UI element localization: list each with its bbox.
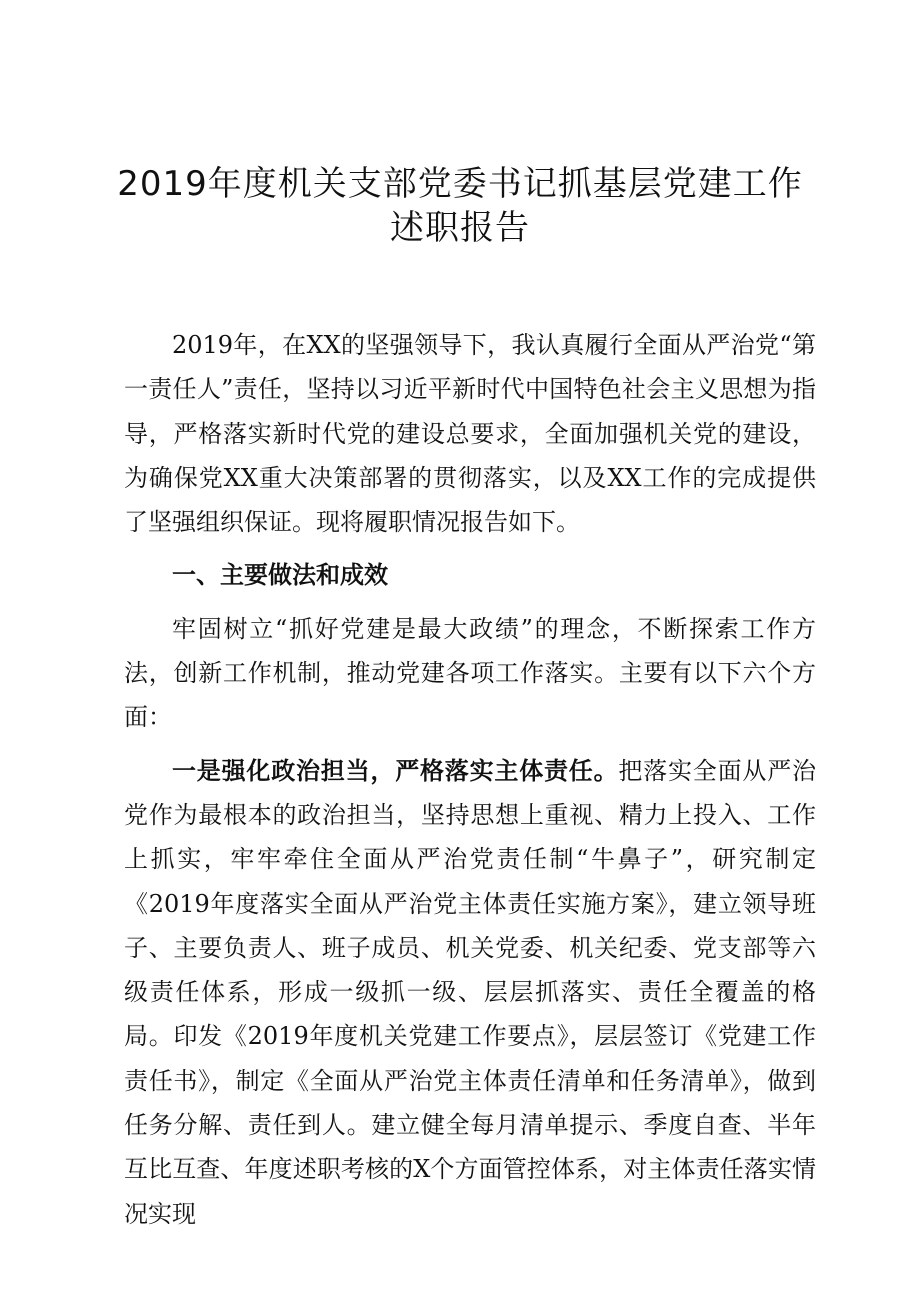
document-title-line-1: 2019年度机关支部党委书记抓基层党建工作 (117, 164, 803, 204)
point-1-text: 把落实全面从严治党作为最根本的政治担当，坚持思想上重视、精力上投入、工作上抓实，牢牢牵住全面从严治党责任制“牛鼻子”，研究制定《2019年度落实全面从严治党主体责任实施方案》，建立领导班子、主要负责人、班子成员、机关党委、机关纪委、党支部等六级责任体系，形成一级抓一级、层层抓落实、责任全覆盖的格局。印发《2019年度机关党建工作要点》，层层签订《党建工作责任书》，制定《全面从严治党主体责任清单和任务清单》，做到任务分解、责任到人。建立健全每月清单提示、季度自查、半年互比互查、年度述职考核的X个方面管控体系，对主体责任落实情况实现 (124, 756, 817, 1228)
point-1-lead: 一是强化政治担当，严格落实主体责任。 (172, 755, 619, 785)
intro-paragraph: 2019年，在XX的坚强领导下，我认真履行全面从严治党“第一责任人”责任，坚持以习近平新时代中国特色社会主义思想为指导，严格落实新时代党的建设总要求，全面加强机关党的建设，为确保党XX重大决策部署的贯彻落实，以及XX工作的完成提供了坚强组织保证。现将履职情况报告如下。 (124, 331, 816, 537)
point-1-paragraph (124, 749, 816, 1236)
section-1-intro-paragraph: 牢固树立“抓好党建是最大政绩”的理念，不断探索工作方法，创新工作机制，推动党建各项工作落实。主要有以下六个方面： (124, 614, 816, 732)
section-1-heading: 一、主要做法和成效 (172, 561, 388, 590)
document-body (124, 323, 816, 1236)
document-title-line-2: 述职报告 (390, 208, 530, 248)
